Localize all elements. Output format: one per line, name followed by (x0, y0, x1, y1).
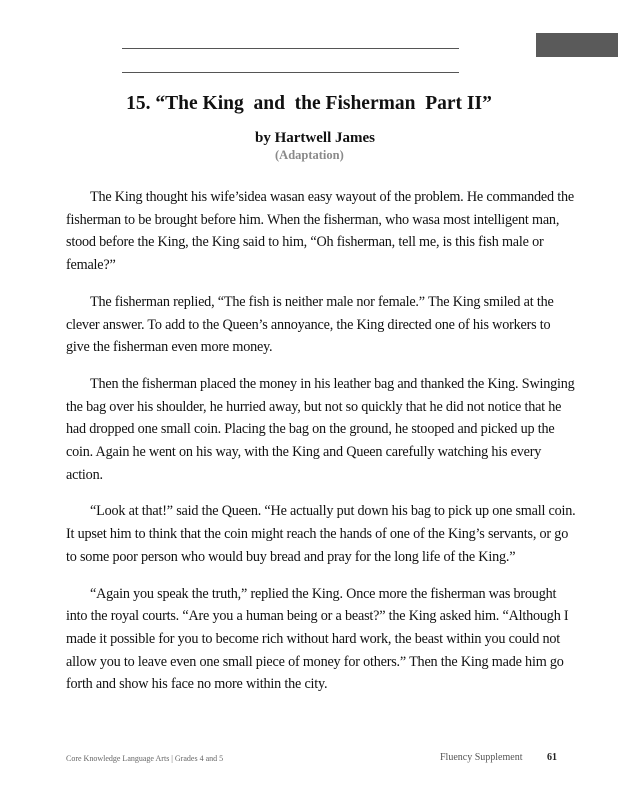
page-number: 61 (547, 752, 557, 763)
date-line (122, 72, 459, 73)
story-title: 15. “The King and the Fisherman Part II” (126, 93, 492, 114)
paragraph: The King thought his wife’sidea wasan easy wayout of the problem. He commanded the fisherman to be brought before him. When the fisherman, who wasa most intelligent man, stood before the King, the King said to him, “Oh fisherman, tell me, is this fish male or female?” (66, 189, 574, 274)
paragraph: “Look at that!” said the Queen. “He actually put down his bag to pick up one small coin. It upset him to think that the coin might reach the hands of one of the King’s servants, or go to some poor person who would buy bread and pray for the long life of the King.” (66, 503, 576, 565)
paragraph: “Again you speak the truth,” replied the King. Once more the fisherman was brought into the royal courts. “Are you a human being or a beast?” the King asked him. “Although I made it possible for you to become rich without hard work, the beast within you could not allow you to leave even one small piece of money for others.” Then the King made him go forth and show his face no more within the city. (66, 585, 569, 693)
corner-tab (536, 33, 618, 57)
story-body (66, 186, 576, 710)
author-byline: by Hartwell James (255, 130, 375, 146)
footer-section: Fluency Supplement (440, 752, 523, 763)
name-line (122, 48, 459, 49)
footer-publisher: Core Knowledge Language Arts | Grades 4 and 5 (66, 754, 224, 763)
paragraph: Then the fisherman placed the money in his leather bag and thanked the King. Swinging the bag over his shoulder, he hurried away, but not so quickly that he did not notice that he had dropped one small coin. Placing the bag on the ground, he stooped and picked up the coin. Again he went on his way, with the King and Queen carefully watching his every action. (66, 375, 575, 483)
adaptation-note: (Adaptation) (275, 148, 344, 162)
paragraph: The fisherman replied, “The fish is neither male nor female.” The King smiled at the clever answer. To add to the Queen’s annoyance, the King directed one of his workers to give the fisherman even more money. (66, 293, 554, 356)
